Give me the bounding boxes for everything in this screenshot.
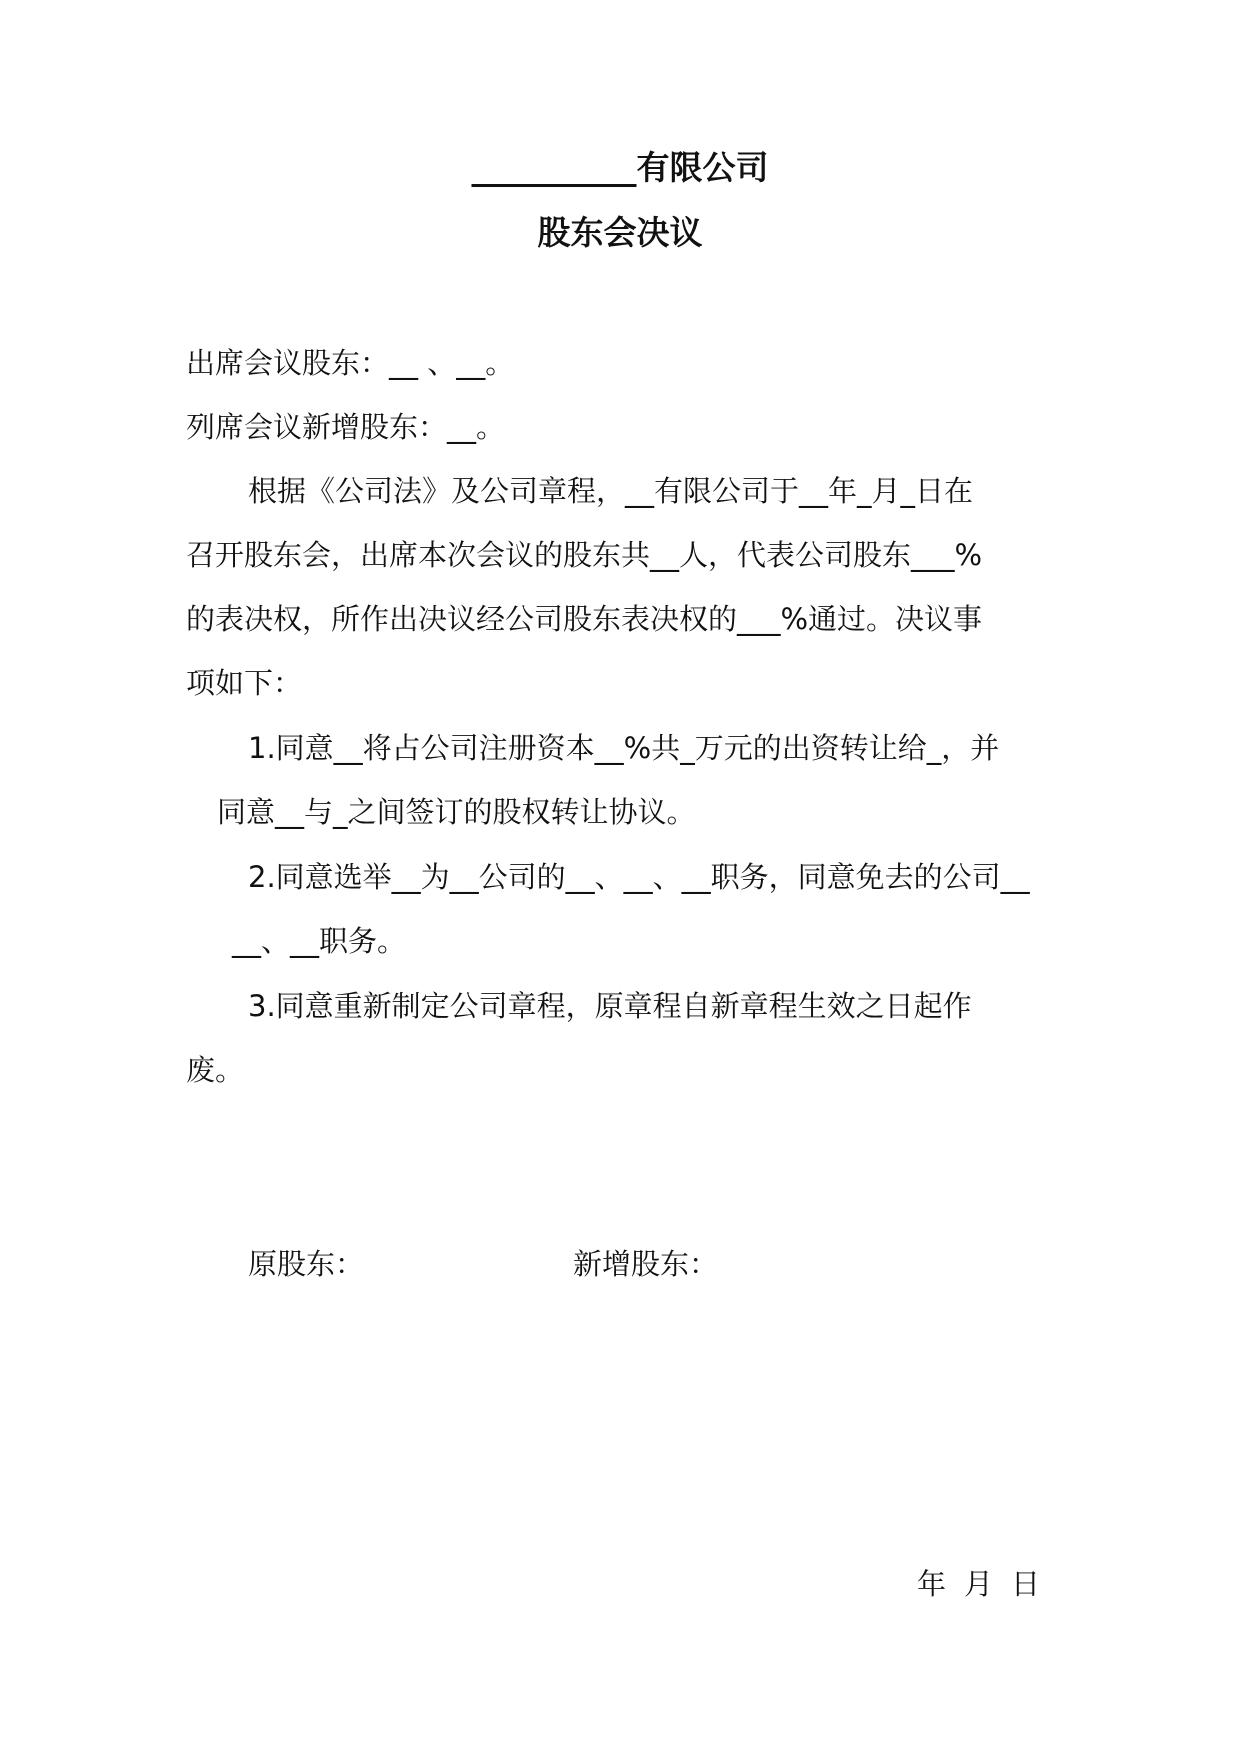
attending-shareholders: 出席会议股东：__ 、__。 bbox=[186, 346, 515, 380]
item3-line1: 3.同意重新制定公司章程，原章程自新章程生效之日起作 bbox=[248, 989, 972, 1023]
para1-line3: 的表决权，所作出决议经公司股东表决权的___%通过。决议事 bbox=[186, 602, 983, 636]
date-year: 年 bbox=[917, 1567, 947, 1601]
date-line bbox=[917, 1562, 1040, 1603]
document-title: 股东会决议 bbox=[537, 213, 703, 252]
para1-line4: 项如下： bbox=[186, 666, 303, 700]
para1-line1: 根据《公司法》及公司章程，__有限公司于__年_月_日在 bbox=[248, 474, 974, 508]
item1-line2: 同意__与_之间签订的股权转让协议。 bbox=[217, 795, 696, 829]
company-title: __________有限公司 bbox=[471, 148, 769, 187]
para1-line2: 召开股东会，出席本次会议的股东共__人，代表公司股东___% bbox=[186, 538, 983, 572]
item3-line2: 废。 bbox=[186, 1053, 245, 1087]
new-shareholder-signature-label: 新增股东： bbox=[573, 1247, 719, 1281]
item2-line1: 2.同意选举__为__公司的__、__、__职务，同意免去的公司__ bbox=[248, 860, 1030, 894]
item1-line1: 1.同意__将占公司注册资本__%共_万元的出资转让给_，并 bbox=[248, 731, 1000, 765]
original-shareholder-signature-label: 原股东： bbox=[248, 1247, 365, 1281]
item2-line2: __、__职务。 bbox=[232, 924, 407, 958]
date-month: 月 bbox=[964, 1567, 994, 1601]
date-day: 日 bbox=[1011, 1567, 1041, 1601]
attending-new-shareholders: 列席会议新增股东：__。 bbox=[186, 410, 506, 444]
